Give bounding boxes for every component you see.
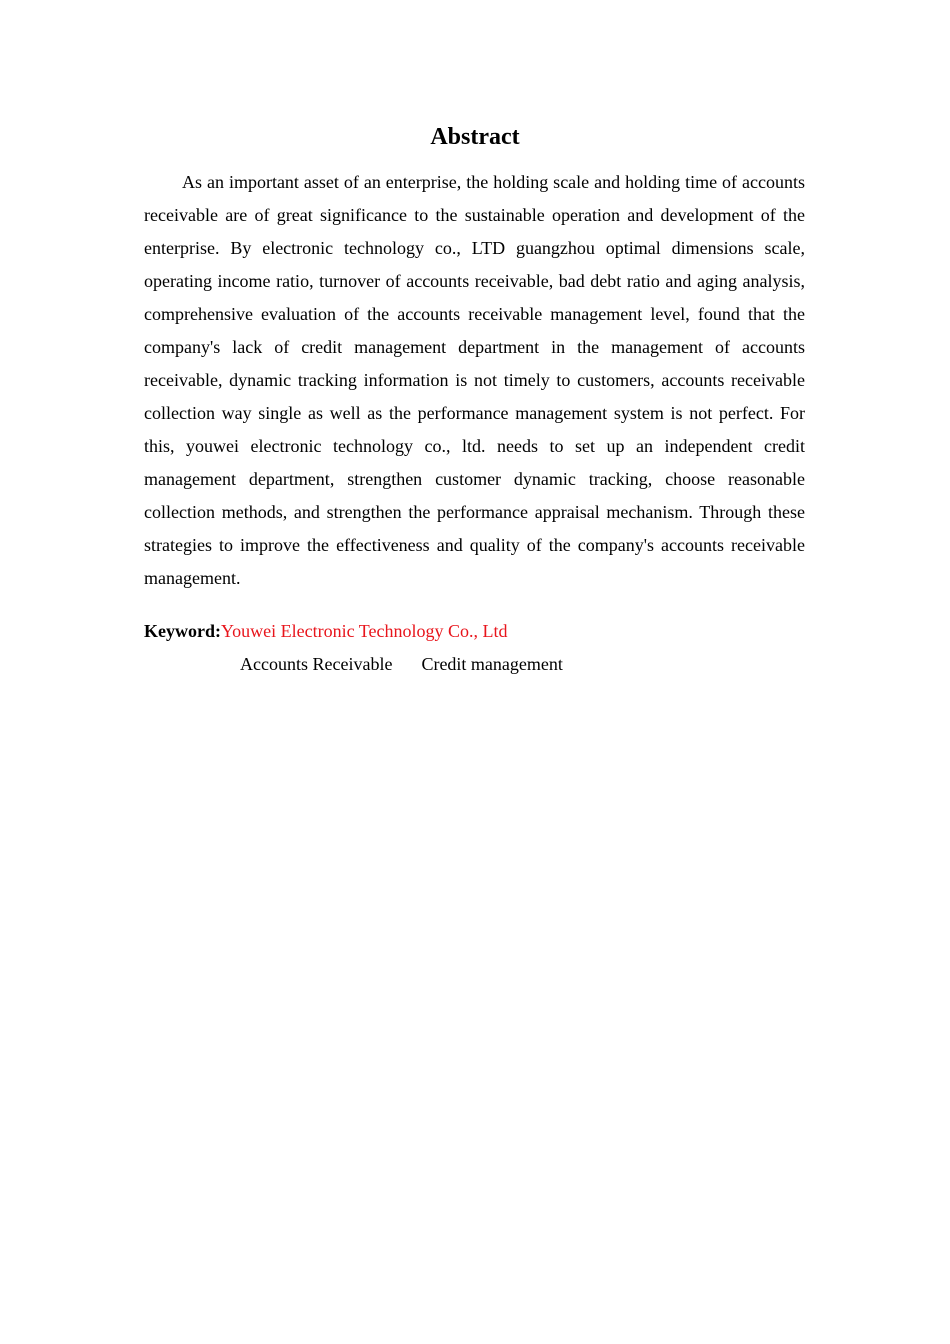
abstract-title: Abstract xyxy=(430,124,520,150)
abstract-body: As an important asset of an enterprise, the holding scale and holding time of accounts receivable are of great significance to the sustainable operation and development of the enterprise. By electronic technology co., LTD guangzhou optimal dimensions scale, operating income ratio, turnover of accounts receivable, bad debt ratio and aging analysis, comprehensive evaluation of the accounts receivable management level, found that the company's lack of credit management department in the management of accounts receivable, dynamic tracking information is not timely to customers, accounts receivable collection way single as well as the performance management system is not perfect. For this, youwei electronic technology co., ltd. needs to set up an independent credit management department, strengthen customer dynamic tracking, choose reasonable collection methods, and strengthen the performance appraisal mechanism. Through these strategies to improve the effectiveness and quality of the company's accounts receivable management. xyxy=(144,172,805,588)
keyword-item-credit-management: Credit management xyxy=(421,654,563,674)
keyword-item-company: Youwei Electronic Technology Co., Ltd xyxy=(220,621,508,641)
keyword-line-continued xyxy=(240,648,563,681)
keyword-line xyxy=(144,615,805,648)
keyword-label: Keyword: xyxy=(144,621,221,641)
keyword-item-accounts-receivable: Accounts Receivable xyxy=(240,654,393,674)
